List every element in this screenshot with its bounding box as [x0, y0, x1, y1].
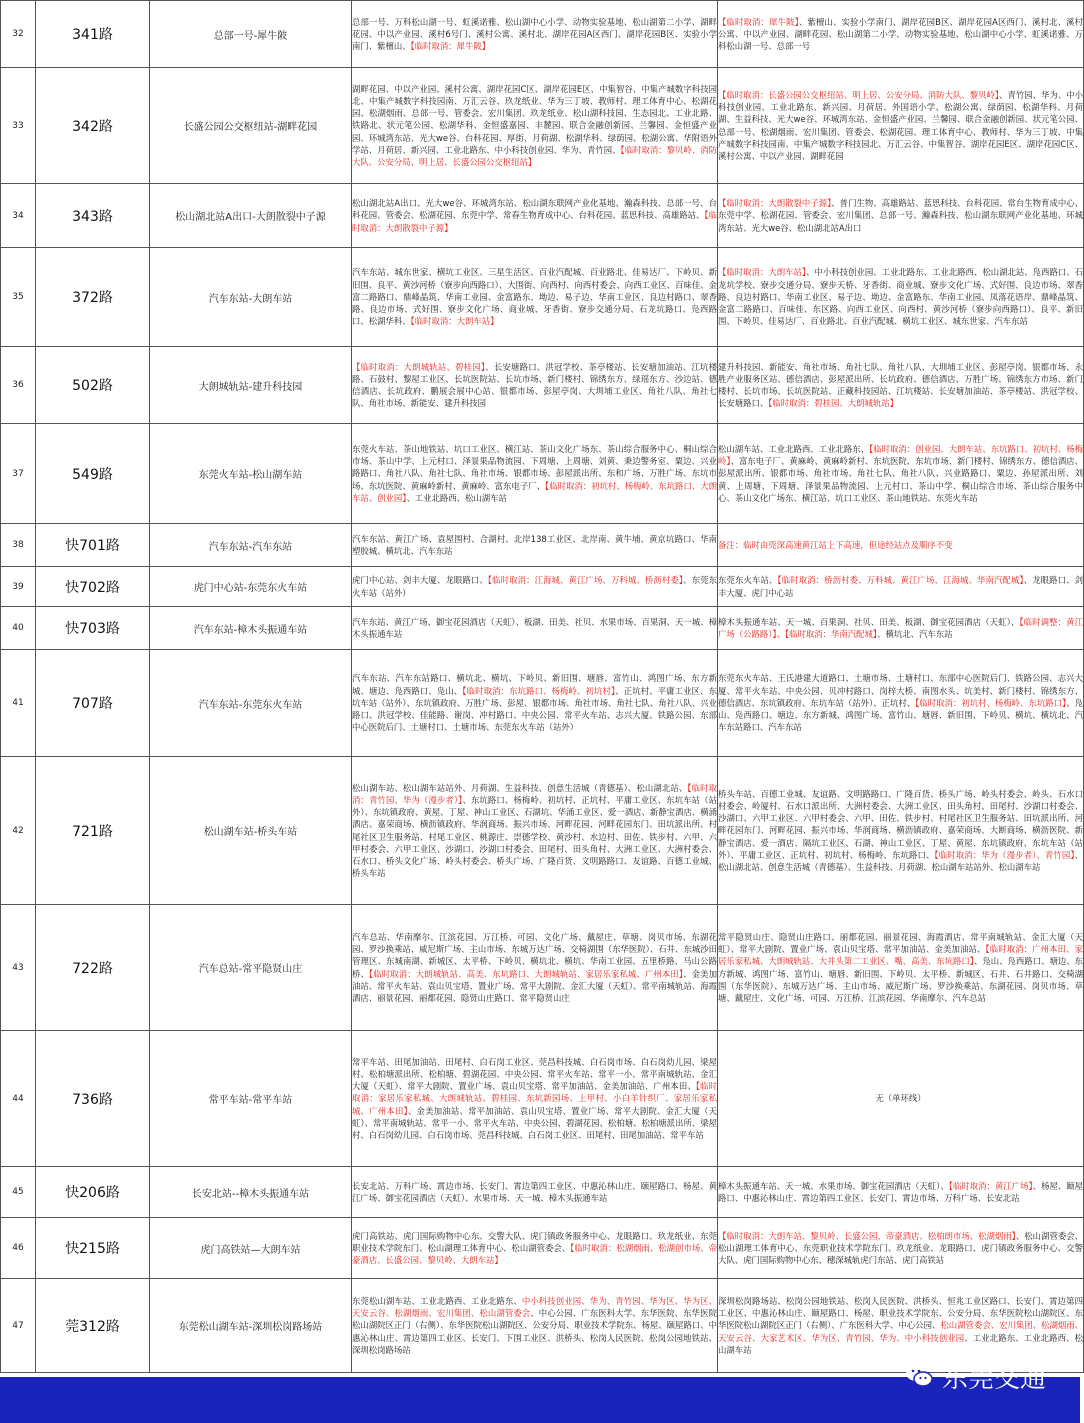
table-row: [1, 68, 1084, 184]
backward-stops: [718, 184, 1084, 248]
temporary-notice: 松山湖管委会、宏川集团、松湖烟雨、天安云谷、大家艺术区、华为区、青竹园、华为、中小科技创业园: [718, 1320, 1083, 1343]
stop-list-text: 、长安塘路口、洪冠学校、茶亭楼站、长安塘加油站、江坑楼路、石鼓村、黎屋工业区、长坑医院站、长坑市场、新门楼村、锦绣东方、绿瑶东方、沙边站、德信酒店、长坑政府、鹏展会展中心站、银都市场、彭屋亭岗、大圳埔工业区、角社八队、角社七队、角社市场、新能安、建升科技园: [352, 361, 717, 409]
stop-list-text: 、凫山、凫西路口、塘边、东方新城、鸿图广场、富竹山、塘唇、新旧围、下岭贝、太平桥、新城区、石井、石井路口、交椅湖围（东华医院）、东城万达广场、主山市场、威尼斯广场、罗沙换乘站、东湖花园、岗贝市场、草塘、戴屋庄、文化广场、可园、万江桥、江滨花园、华南摩尔、汽车总站: [718, 956, 1084, 1003]
backward-stops: [718, 905, 1084, 1031]
wechat-icon: [904, 1361, 934, 1391]
temporary-notice: 备注：临时由莞深高速黄江站上下高速，但途经站点及顺序不变: [718, 539, 953, 550]
stop-list-text: 、龙眼路口、剑丰大厦、虎门中心站: [718, 575, 1084, 598]
route-number: 736路: [36, 1031, 150, 1167]
temporary-notice: 【临时取消：犀牛陂】: [410, 41, 491, 52]
temporary-notice: 【临时取消：青竹园、华为（漫步者）】: [352, 782, 717, 805]
stop-list-text: 、杨屋、颐屋路口、中惠沁林山庄、霄边第四工业区、长安门、霄边市场、万科广场、长安北站: [718, 1180, 1084, 1203]
row-number: 33: [1, 68, 36, 184]
stop-list-text: 、普门生物、高雄路站、蓝思科技、台科花园、常台生物育成中心、东莞中学、松湖花园、管委会、宏川集团、总部一号、瀚森科技、松山湖东联网产业化基地、环城湾东站、光大we谷、松山湖北站A出口: [718, 198, 1083, 233]
stop-list-text: 、东莞东火车站（站外）: [352, 575, 718, 598]
forward-stops: [352, 757, 718, 905]
route-terminals: 虎门高铁站—大朗车站: [150, 1218, 352, 1279]
table-row: [1, 650, 1084, 757]
row-number: 40: [1, 607, 36, 650]
table-row: [1, 905, 1084, 1031]
row-number: 38: [1, 524, 36, 567]
stop-list-text: 樟木头振通车站、天一城、百果洞、社贝、田美、板湖、御宝花园酒店（天虹）、: [718, 616, 1020, 627]
temporary-notice: 【临时取消：初坑村、杨梅岭、东坑路口、大朗车站、创业园】: [352, 480, 717, 503]
table-row: [1, 567, 1084, 607]
stop-list-text: 、东坑路口、杨梅岭、初坑村、正坑村、平庸工业区、东坑车站（站外）、东坑镇政府、黄屋、丁屋、神山工业区、石湖坑、华涌工业区、爱一酒店、新静宝酒店、横涌酒店、嘉荣商场、横沥镇政府、华润商场、振兴市场、河畔花园、河畔花园东门、田坑派出所、村尾社区卫生服务站、村尾工业区、桃源庄、崇德学校、黄沙村、水边村、田佐、铁步村、六甲、六甲村委会、六甲工业区、沙湖口、沙湖口村委会、田尾村、田头角村、大洲工业区、大洲村委会、石水口、桥头文化广场、岭头村委会、桥头广场、广隆百货、文明路路口、友谊路、百德工业城、桥头车站: [352, 794, 717, 879]
stop-list-text: 东莞东火车站、: [718, 575, 778, 586]
route-number: 707路: [36, 650, 150, 757]
stop-list-text: 、金美加油站、常平加油站、袁山贝宝塔、置业广场、常平大剧院、金汇大厦（天虹）、常平南城轨站、常平一小、常平火车站、中央公园、碧湖花园、松柏塘、松柏塘派出所、梁屋村、白石岗幼儿园、白石岗市场、莞昌科技城、白石岗工业区、田尾村、田尾加油站、常平车站: [352, 1105, 718, 1140]
temporary-notice: 【临时取消：华为（漫步者）、青竹园】: [934, 849, 1075, 860]
route-number: 372路: [36, 248, 150, 347]
forward-stops: [352, 1, 718, 68]
forward-stops: [352, 347, 718, 424]
route-terminals: 汽车东站-樟木头振通车站: [150, 607, 352, 650]
temporary-notice: 【临时取消：大朗城轨站、高美、东坑路口、大朗城轨站、家居乐家私城、广州本田】: [368, 968, 684, 979]
route-number: 快206路: [36, 1167, 150, 1218]
temporary-notice: 【临时取消：初坑村、杨梅岭、东坑路口】: [915, 697, 1067, 708]
stop-list-text: 松山湖车站、松山湖车站站外、月荷湖、生益科技、创意生活城（青德基）、松山湖北站、: [352, 782, 688, 793]
temporary-notice: 【临时取消：大朗城轨站、碧桂园】: [352, 361, 486, 372]
stop-list-text: 、青竹园、华为、中小科技创业园、工业北路东、新兴园、月荷居、外国语小学、松湖公寓、绿荫园、松湖华科、月荷湖、生益科技、光大we谷、环城湾东站、金恒盛产业园、兰馨园、联合金融创新园、状元笔公园、总部一号、松湖烟雨、宏川集团、管委会、松湖花园、理工体育中心、教师村、华为三丁坡、中集产城数字科技园南、中集产城数字科技园北、万汇云谷、中集智谷、湖岸花园E区、湖岸花园C区、溪村公寓、中以产业园、湖畔花园: [718, 89, 1084, 161]
route-terminals: 松山湖车站-桥头车站: [150, 757, 352, 905]
table-row: [1, 1, 1084, 68]
row-number: 44: [1, 1031, 36, 1167]
stop-list-text: 松山湖北站A出口、光大we谷、环城湾东站、松山湖东联网产业化基地、瀚森科技、总部一号、台科花园、管委会、松湖花园、东莞中学、常春生物育成中心、台科花园、蓝思科技、高雄路站、: [352, 198, 717, 221]
stop-list-text: 虎门高铁站、虎门国际购物中心东、交警大队、虎门镇政务服务中心、龙眼路口、玖龙纸业、东莞职业技术学院东门、松山湖理工体育中心、松山湖管委会、: [352, 1230, 717, 1253]
route-terminals: 总部一号-犀牛陂: [150, 1, 352, 68]
stop-list-text: 、正坑村、平庸工业区、东坑车站（站外）、东坑镇政府、万胜广场、彭屋、银都市场、角社市场、角社七队、角社八队、兴业路口、洪冠学校、佳能路、谢岗、冲村路口、中央公园、常平火车站、志兴大厦、铁路公园、东部中心医院后门、土塘村口、土塘市场、东莞东火车站（站外）: [352, 685, 718, 733]
table-row: [1, 524, 1084, 567]
table-row: [1, 184, 1084, 248]
forward-stops: [352, 68, 718, 184]
forward-stops: [352, 1279, 718, 1373]
backward-stops: [718, 1167, 1084, 1218]
row-number: 37: [1, 424, 36, 524]
backward-stops: [718, 567, 1084, 607]
row-number: 32: [1, 1, 36, 68]
stop-list-text: 、中心公园、广东医科大学、东华医院、东华医院松山湖院区正门（右侧）、东华医院松山湖院区、公安分局、职业技术学院东、杨屋、颐屋路口、中惠沁林山庄、霄边第四工业区、长安门、下围工业区、洪桥头、松岗人民医院、松岗公园地铁站、深圳松岗路场站: [352, 1308, 717, 1355]
forward-stops: [352, 567, 718, 607]
forward-stops: [352, 524, 718, 567]
backward-stops: [718, 524, 1084, 567]
stop-list-text: 汽车东站、黄江广场、袁屋围村、合湖村、北岸138工业区、北岸南、黄牛埔、黄京坑路口、华南塑胶城、横坑北、汽车东站: [352, 533, 717, 556]
stop-list-text: 东莞东火车站、王氏港建大道路口、土塘市场、土塘村口、东部中心医院后门、铁路公园、志兴大厦、常平火车站、中央公园、贝冲村路口、岗梓大桥、南图水头、坑美村、新门楼村、锦绣东方、德信酒店、东坑镇政府、东坑车站（站外）、正坑村、: [718, 673, 1083, 708]
stop-list-text: 、中小科技创业园、工业北路东、工业北路西、松山湖北站、凫西路口、石龙坑学校、寮步交通分局、寮步天桥、牙香街、商业城、寮步文化广场、式好围、良边市场、翠香路、良边村路口、华南工业区、易子边、坳边、金富路东、华南工业园、凤落花语岸、鼎峰晶筑、金富二路路口、百味佳、东区路、向西工业区、向西村、黄沙河桥（寮步向西路口）、良平、新旧围、下岭贝、佳易达厂、百业路北、百业汽配城、横坑工业区、城东世家、汽车东站: [718, 267, 1083, 327]
stop-list-text: 、横坑北、汽车东站: [877, 629, 953, 639]
row-number: 43: [1, 905, 36, 1031]
temporary-notice: 中小科技创业园、华为、青竹园、华为区、华为区、天安云谷、松湖烟雨、宏川集团、松山湖管委会: [352, 1295, 718, 1319]
stop-list-text: 、富东电子厂、黄麻岭、黄麻岭新村、东坑医院、东坑市场、新门楼村、锦绣东方、德信酒店、彭屋派出所、银都市场、角社市场、角社七队、角社八队、兴业路路口、粟边、孙屋派出所、刘黄、上周塘、下周塘、泽景果品物流园、上元村口、茶山中学、桐山综合市场、茶山综合服务中心、茶山文化广场东、横江站、坑口工业区、茶山地铁站、东莞火车站: [718, 456, 1083, 503]
route-terminals: 长安北站--樟木头振通车站: [150, 1167, 352, 1218]
stop-list-text: 、工业北路东、工业北路西、松山湖车站: [718, 1332, 1084, 1355]
temporary-notice: 【临时取消：黄江广场】: [948, 1180, 1033, 1191]
stop-list-text: 深圳松岗路场站、松岗公园地铁站、松岗人民医院、洪桥头、恒兆工业区路口、长安门、霄边第四工业区、中惠沁林山庄、颐屋路口、杨屋、职业技术学院东、公安分局、东华医院松山湖院区、东华医院松山湖院区正门（右侧）、广东医科大学、中心公园、: [718, 1295, 1083, 1331]
row-number: 45: [1, 1167, 36, 1218]
row-number: 47: [1, 1279, 36, 1373]
forward-stops: [352, 1218, 718, 1279]
route-number: 莞312路: [36, 1279, 150, 1373]
table-row: [1, 757, 1084, 905]
temporary-notice: 【临时取消：犀牛陂】: [718, 16, 799, 27]
temporary-notice: 【临时取消：大朗车站、黎贝岭、长盛公园、帝豪酒店、松柏朗市场、松湖烟雨】: [718, 1230, 1016, 1241]
route-terminals: 汽车东站-大朗车站: [150, 248, 352, 347]
stop-list-text: 常平车站、田尾加油站、田尾村、白石岗工业区、莞昌科技城、白石岗市场、白石岗幼儿园、梁屋村、松柏塘派出所、松柏塘、碧湖花园、中央公园、常平火车站、常平一小、常平南城轨站、金汇大厦（天虹）、常平大剧院、置业广场、袁山贝宝塔、常平加油站、金美加油站、广州本田、: [352, 1056, 717, 1092]
backward-stops: [718, 68, 1084, 184]
route-number: 502路: [36, 347, 150, 424]
row-number: 46: [1, 1218, 36, 1279]
table-row: [1, 347, 1084, 424]
row-number: 34: [1, 184, 36, 248]
backward-stops: [718, 757, 1084, 905]
backward-stops: [718, 1031, 1084, 1167]
route-number: 342路: [36, 68, 150, 184]
stop-list-text: 汽车东站、黄江广场、御宝花园酒店（天虹）、板湖、田美、社贝、水果市场、百果洞、天一城、樟木头振通车站: [352, 616, 717, 639]
table-row: [1, 248, 1084, 347]
stop-list-text: 东莞松山湖车站、工业北路西、工业北路东、: [352, 1295, 522, 1306]
table-row: [1, 607, 1084, 650]
stop-list-text: 无（单环线）: [875, 1093, 926, 1104]
route-number: 快215路: [36, 1218, 150, 1279]
temporary-notice: 【临时取消：家居乐家私城、大朗城轨站、碧桂园、东坑新园场、上甲村、小白羊针织厂、家居乐家私城、广州本田】: [352, 1081, 717, 1116]
route-terminals: 大朗城轨站-建升科技园: [150, 347, 352, 424]
route-terminals: 长盛公园公交枢纽站-湖畔花园: [150, 68, 352, 184]
row-number: 41: [1, 650, 36, 757]
forward-stops: [352, 650, 718, 757]
route-terminals: 汽车东站-东莞东火车站: [150, 650, 352, 757]
temporary-notice: 【临时取消：大朗散裂中子源】: [718, 198, 832, 209]
temporary-notice: 【临时取消：广州本田、家居乐家私城、大朗城轨站、大井头第二工业区、嘴、高美、东坑路口】: [718, 944, 1083, 967]
watermark: [904, 1359, 1046, 1393]
temporary-notice: 【临时取消：桥沥村委、万科城、黄江广场、江海城、华南汽配城】: [777, 575, 1024, 586]
row-number: 35: [1, 248, 36, 347]
stop-list-text: 、凫山、凫西路口、塘边、东方新城、鸿图广场、富竹山、塘唇、新旧围、下岭贝、横坑、横坑北、汽车东站路口、汽车东站: [718, 697, 1084, 733]
route-terminals: 汽车东站-汽车东站: [150, 524, 352, 567]
watermark-text: 东莞交通: [941, 1363, 1046, 1394]
table-row: [1, 424, 1084, 524]
stop-list-text: 汽车东站、城东世家、横坑工业区、三星生活区、百业汽配城、百业路北、佳易达厂、下岭贝、新旧围、良平、黄沙河桥（寮步向西路口）、大围街、向西村、向西村委会、向西工业区、百味佳、金富二路路口、鼎峰晶筑、华南工业园、金富路东、坳边、易子边、华南工业区、良边村路口、翠香路、良边市场、式好围、寮步文化广场、商业城、牙香街、寮步交通分局、石龙坑路口、凫西路口、松湖华科、: [352, 267, 717, 327]
forward-stops: [352, 248, 718, 347]
table-row: [1, 1218, 1084, 1279]
backward-stops: [718, 650, 1084, 757]
temporary-notice: 【临时取消：长盛公园公交枢纽站、明上居、公安分局、消防大队、黎贝岭】: [718, 89, 1000, 100]
temporary-notice: 【临时取消：大朗散裂中子源】: [352, 210, 717, 233]
route-number: 549路: [36, 424, 150, 524]
stop-list-text: 、松山湖北站、创意生活城（青德基）、生益科技、月荷湖、松山湖车站站外、松山湖车站: [718, 849, 1083, 872]
row-number: 42: [1, 757, 36, 905]
stop-list-text: 湖畔花园、中以产业园、溪村公寓、湖岸花园C区、湖岸花园E区、中集智谷、中集产城数字科技园北、中集产城数字科技园南、万汇云谷、玖龙纸业、华为三丁坡、教师村、理工体育中心、松湖花园、松湖烟雨、总部一号、管委会、宏川集团、玖龙纸业、松山湖科技园、生态园北、工业北路、铁路北、状元笔公园、松湖华科、金恒盛嘉园、丰麓园、联合金融创新园、兰馨园、金恒盛产业园、环城湾东站、光大we谷、台科花园、厚街、月荷湖、松湖华科、绿荫园、松湖公寓、华附语外学站、月荷居、新兴园、工业北路东、中小科技创业园、华为、青竹园、: [352, 83, 717, 155]
temporary-notice: 【临时调整：黄江广场（公路路）】、【临时取消：华南汽配城】: [718, 616, 1083, 639]
backward-stops: [718, 424, 1084, 524]
route-number: 快703路: [36, 607, 150, 650]
backward-stops: [718, 248, 1084, 347]
route-terminals: 东莞松山湖车站-深圳松岗路场站: [150, 1279, 352, 1373]
stop-list-text: 、松山湖管委会、松山湖理工体育中心、东莞职业技术学院东门、玖龙纸业、龙眼路口、虎门镇政务服务中心、交警大队、虎门国际购物中心东、穗深城轨虎门东站、虎门高铁站: [718, 1230, 1084, 1266]
route-terminals: 汽车总站-常平隐贤山庄: [150, 905, 352, 1031]
temporary-notice: 【临时取消：大朗车站】: [410, 316, 499, 327]
route-terminals: 常平车站-常平车站: [150, 1031, 352, 1167]
stop-list-text: 樟木头振通车站、天一城、水果市场、御宝花园酒店（天虹）、: [718, 1180, 949, 1191]
route-number: 341路: [36, 1, 150, 68]
forward-stops: [352, 905, 718, 1031]
temporary-notice: 【临时取消：松湖烟雨、松湖创市场、帝豪酒店、长盛公园、黎贝岭、大朗车站】: [352, 1242, 717, 1266]
stop-list-text: 桥头车站、百德工业城、友谊路、文明路路口、广隆百货、桥头广场、岭头村委会、岭头、石水口村委会、岭厦村、石水口派出所、大洲村委会、大洲工业区、田头角村、田尾村、沙湖口村委会、沙湖口、六甲工业区、六甲村委会、六甲、田佐、铁步村、村尾社区卫生服务站、田坑派出所、河畔花园东门、河畔花园、振兴市场、华润商场、横沥镇政府、嘉荣商场、大断商场、横沥医院、新静宝酒店、爱一酒店、隔坑工业区、石湖、神山工业区、丁屋、黄屋、东坑镇政府、东坑车站（站外）、平庸工业区、正坑村、初坑村、杨梅岭、东坑路口、: [718, 788, 1083, 860]
table-row: [1, 1031, 1084, 1167]
backward-stops: [718, 607, 1084, 650]
temporary-notice: 【临时取消：创业园、大朗车站、东坑路口、初坑村、杨梅岭】: [718, 443, 1083, 467]
row-number: 36: [1, 347, 36, 424]
forward-stops: [352, 1031, 718, 1167]
stop-list-text: 汽车东站、汽车东站路口、横坑北、横坑、下岭贝、新旧围、塘唇、富竹山、鸿图广场、东方新城、塘边、凫西路口、凫山、: [352, 673, 717, 696]
backward-stops: [718, 1, 1084, 68]
stop-list-text: 总部一号、万科松山湖一号、虹溪诺雅、松山湖中心小学、动物实验基地、松山湖第二小学、湖畔花园、中以产业园、溪村6号门、溪村公寓、溪村北、湖岸花园A区西门、湖岸花园B区、实验小学南门、紫檀山、: [352, 16, 717, 52]
row-number: 39: [1, 567, 36, 607]
route-terminals: 东莞火车站-松山湖车站: [150, 424, 352, 524]
forward-stops: [352, 607, 718, 650]
backward-stops: [718, 1218, 1084, 1279]
stop-list-text: 常平隐贤山庄、隐贤山庄路口、丽都花园、丽景花园、海霞酒店、常平南城轨站、金汇大厦（天虹）、常平大剧院、置业广场、袁山贝宝塔、常平加油站、金美加油站、: [718, 931, 1083, 955]
stop-list-text: 松山湖车站、工业北路西、工业北路东、: [718, 443, 870, 454]
stop-list-text: 虎门中心站、剑丰大厦、龙眼路口、: [352, 575, 488, 586]
route-terminals: 松山湖北站A出口-大朗散裂中子源: [150, 184, 352, 248]
stop-list-text: 建升科技园、新能安、角社市场、角社七队、角社八队、大圳埔工业区、彭屋亭岗、银都市场、永胜产业服务区站、德信酒店、彭屋派出所、长坑政府、德信酒店、万胜广场、锦绣东方市场、新门楼村、长坑市场、长坑医院站、正藏科技园站、江坑楼站、长安塘加油站、茶亭楼站、洪冠学校、长安塘路口、: [718, 361, 1083, 409]
stop-list-text: 汽车总站、华南摩尔、江滨花园、万江桥、可园、文化广场、戴屋庄、草塘、岗贝市场、东湖花园、罗沙换乘站、威尼斯广场、主山市场、东城万达广场、交椅湖围（东华医院）、石井、东城沙田管理区、东城南湖、新城区、太平桥、下岭贝、横坑北、横坑、华南工业园、五里桥路、马山公路桥、: [352, 931, 717, 979]
temporary-notice: 【临时取消：东坑路口、杨梅岭、初坑村】: [462, 685, 616, 696]
route-number: 343路: [36, 184, 150, 248]
stop-list-text: 、紫檀山、实验小学南门、湖岸花园B区、湖岸花园A区西门、溪村北、溪村公寓、中以产业园、湖畔花园、松山湖第二小学、动物实验基地、松山湖中心小学、虹溪诺雅、万科松山湖一号、总部一号: [718, 16, 1083, 52]
backward-stops: [718, 347, 1084, 424]
table-row: [1, 1167, 1084, 1218]
forward-stops: [352, 424, 718, 524]
stop-list-text: 、金美加油站、常平火车站、袁山贝宝塔、置业广场、常平大剧院、金汇大厦（天虹）、常平南城轨站、海霞酒店、丽景花园、丽都花园、隐贤山庄路口、常平隐贤山庄: [352, 968, 718, 1003]
route-number: 快702路: [36, 567, 150, 607]
stop-list-text: 东莞火车站、茶山地铁站、坑口工业区、横江站、茶山文化广场东、茶山综合服务中心、桐山综合市场、茶山中学、上元村口、泽景果品物流园、下周塘、上周塘、刘黄、秉边警务室、粟边、兴业路路口、角社八队、角社七队、角社市场、银都市场、彭屋派出所、东和广场、万胜广场、东坑市场、东坑医院、黄麻岭新村、黄麻岭、富东电子厂、: [352, 443, 717, 491]
forward-stops: [352, 1167, 718, 1218]
temporary-notice: 【临时取消：碧桂园、大朗城轨站】: [768, 398, 899, 409]
temporary-notice: 【临时取消：江海城、黄江广场、万科城、桥沥村委】: [487, 575, 684, 586]
stop-list-text: 长安北站、万科广场、霄边市场、长安门、霄边第四工业区、中惠沁林山庄、颐屋路口、杨屋、黄江广场、御宝花园酒店（天虹）、水果市场、天一城、樟木头振通车站: [352, 1180, 717, 1203]
temporary-notice: 【临时取消：大朗车站】: [718, 267, 807, 278]
forward-stops: [352, 184, 718, 248]
route-number: 722路: [36, 905, 150, 1031]
stop-list-text: 、工业北路西、松山湖车站: [406, 492, 507, 503]
route-number: 快701路: [36, 524, 150, 567]
route-number: 721路: [36, 757, 150, 905]
route-terminals: 虎门中心站-东莞东火车站: [150, 567, 352, 607]
temporary-notice: 【临时取消：黎贝岭、消防大队、公安分局、明上居、长盛公园公交枢纽站】: [352, 144, 717, 167]
